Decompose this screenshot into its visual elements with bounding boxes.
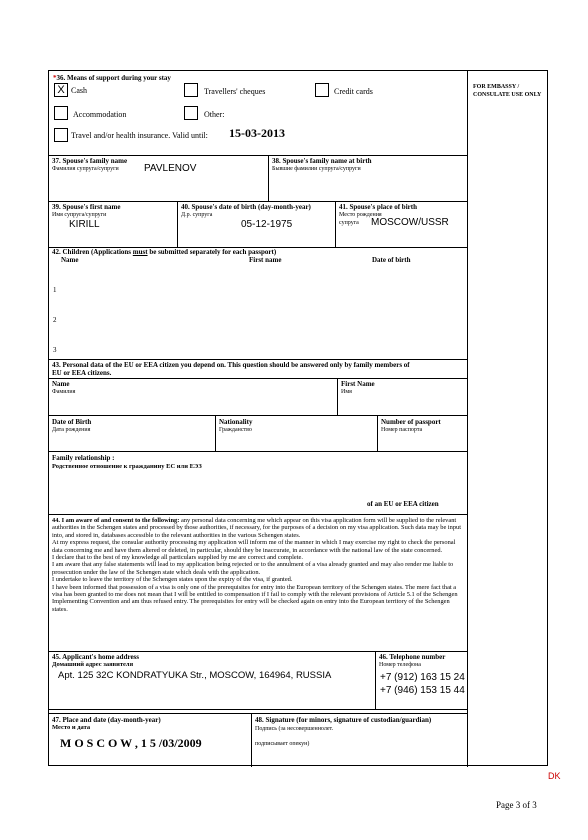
eu-passport-ru: Номер паспорта [381, 427, 423, 433]
eu-passport-label: Number of passport [381, 418, 441, 426]
insurance-valid-until: 15-03-2013 [229, 126, 285, 140]
divider [49, 713, 467, 714]
divider [49, 709, 467, 710]
credit-cards-checkbox[interactable] [315, 83, 329, 97]
insurance-label: Travel and/or health insurance. Valid until: [71, 131, 208, 140]
q43-label-line2: EU or EEA citizens. [52, 369, 112, 377]
divider [177, 201, 178, 247]
cash-label: Cash [71, 86, 87, 95]
q47-label: 47. Place and date (day-month-year) [52, 716, 161, 724]
home-address-value: Apt. 125 32C KONDRATYUKA Str., MOSCOW, 164964, RUSSIA [58, 670, 332, 681]
consent-paragraph: 44. I am aware of and consent to the following: any personal data concerning me which appear on this visa application form will be supplied to the relevant authorities in the Schengen states and processed by those authorities, if necessary, for the purposes of a decision on my visa application. Such data may be input into, and stored in, databases accessible to the relevant authorities in the various Schengen states. At my express request, the consular authority processing my application will inform me of the manner in which I may exercise my right to check the personal data concerning me and have them altered or deleted, in particular, should they be inaccurate, in accordance with the national law of the state concerned. I declare that to the best of my knowledge all particulars supplied by me are correct and complete. I am aware that any false statements will lead to my application being rejected or to the annulment of a visa already granted and may also render me liable to prosecution under the law of the Schengen state which deals with the application. I undertake to leave the territory of the Schengen states upon the expiry of the visa, if granted. I have been informed that possession of a visa is only one of the prerequisites for entry into the European territory of the Schengen states. The mere fact that a visa has been granted to me does not mean that I will be entitled to compensation if I fail to comply with the relevant provisions of Article 5.1 of the Schengen Implementing Convention and am thus refused entry. The prerequisites for entry will be checked again on entry into the European territory of the Schengen states. [52, 517, 462, 613]
visa-form-page [48, 70, 548, 766]
divider [215, 415, 216, 451]
spouse-dob-value: 05-12-1975 [241, 219, 293, 230]
q36-label: *36. Means of support during your stay [53, 74, 171, 82]
phone-1-value: +7 (912) 163 15 24 [380, 672, 465, 683]
q48-label: 48. Signature (for minors, signature of custodian/guardian) [255, 716, 432, 724]
embassy-column-divider [467, 71, 468, 767]
dk-mark: DK [548, 771, 561, 781]
eu-first-name-ru: Имя [341, 389, 352, 395]
q37-sub: Фамилия супруга/супруги [52, 166, 119, 172]
divider [377, 415, 378, 451]
eu-nationality-ru: Гражданство [219, 427, 252, 433]
eu-nationality-label: Nationality [219, 418, 253, 426]
accommodation-checkbox[interactable] [54, 106, 68, 120]
other-label: Other: [204, 110, 225, 119]
place-date-value: M O S C O W , 1 5 /03/2009 [60, 736, 202, 750]
divider [251, 713, 252, 767]
embassy-use-label: FOR EMBASSY / CONSULATE USE ONLY [473, 84, 542, 98]
children-col-dob: Date of birth [372, 256, 411, 264]
child-row-2: 2 [53, 316, 57, 324]
divider [49, 378, 467, 379]
eu-first-name-label: First Name [341, 380, 375, 388]
child-row-3: 3 [53, 346, 57, 354]
travellers-cheques-checkbox[interactable] [184, 83, 198, 97]
eu-name-label: Name [52, 380, 70, 388]
divider [337, 378, 338, 415]
divider [49, 359, 467, 360]
q40-sub: Д.р. супруга [181, 212, 213, 218]
spouse-first-name-value: KIRILL [69, 219, 100, 230]
q38-sub: Бывшие фамилии супруга/супруги [272, 166, 361, 172]
q39-label: 39. Spouse's first name [52, 203, 121, 211]
child-row-1: 1 [53, 286, 57, 294]
eu-citizen-label: of an EU or EEA citizen [367, 500, 439, 508]
q48-sub1: Подпись (за несовершеннолет. [255, 726, 334, 732]
q40-label: 40. Spouse's date of birth (day-month-year) [181, 203, 311, 211]
divider [49, 514, 467, 515]
other-checkbox[interactable] [184, 106, 198, 120]
spouse-family-name-value: PAVLENOV [144, 163, 197, 174]
q46-sub: Номер телефона [379, 662, 421, 668]
q48-sub2: подписывает опекун) [255, 741, 310, 747]
divider [335, 201, 336, 247]
q41-sub2: супруга [339, 220, 359, 226]
q47-sub: Место и дата [52, 724, 91, 731]
family-relationship-ru: Родственное отношение к гражданину ЕС или ЕЭЗ [52, 463, 202, 470]
q45-sub: Домашний адрес заявителя [52, 661, 134, 668]
travellers-cheques-label: Travellers' cheques [204, 87, 266, 96]
q46-label: 46. Telephone number [379, 653, 446, 661]
divider [49, 201, 467, 202]
q41-sub1: Место рождения [339, 212, 382, 218]
eu-dob-ru: Дата рождения [52, 427, 91, 433]
insurance-checkbox[interactable] [54, 128, 68, 142]
divider [49, 415, 467, 416]
children-col-name: Name [61, 256, 79, 264]
q42-label: 42. Children (Applications must be submitted separately for each passport) [52, 248, 277, 256]
q45-label: 45. Applicant's home address [52, 653, 139, 661]
q39-sub: Имя супруга/супруги [52, 212, 107, 218]
q37-label: 37. Spouse's family name [52, 157, 128, 165]
eu-dob-label: Date of Birth [52, 418, 92, 426]
family-relationship-label: Family relationship : [52, 454, 115, 462]
cash-checkbox[interactable]: X [54, 83, 68, 97]
divider [49, 155, 467, 156]
q43-label-line1: 43. Personal data of the EU or EEA citizen you depend on. This question should be answered only by family members of [52, 361, 410, 369]
eu-name-ru: Фамилия [52, 389, 76, 395]
page-number: Page 3 of 3 [496, 800, 537, 810]
spouse-place-of-birth-value: MOSCOW/USSR [371, 217, 449, 228]
accommodation-label: Accommodation [73, 110, 127, 119]
phone-2-value: +7 (946) 153 15 44 [380, 685, 465, 696]
divider [49, 451, 467, 452]
q38-label: 38. Spouse's family name at birth [272, 157, 372, 165]
divider [268, 155, 269, 201]
q41-label: 41. Spouse's place of birth [339, 203, 417, 211]
divider [49, 651, 467, 652]
divider [375, 651, 376, 709]
credit-cards-label: Credit cards [334, 87, 373, 96]
children-col-first-name: First name [249, 256, 282, 264]
